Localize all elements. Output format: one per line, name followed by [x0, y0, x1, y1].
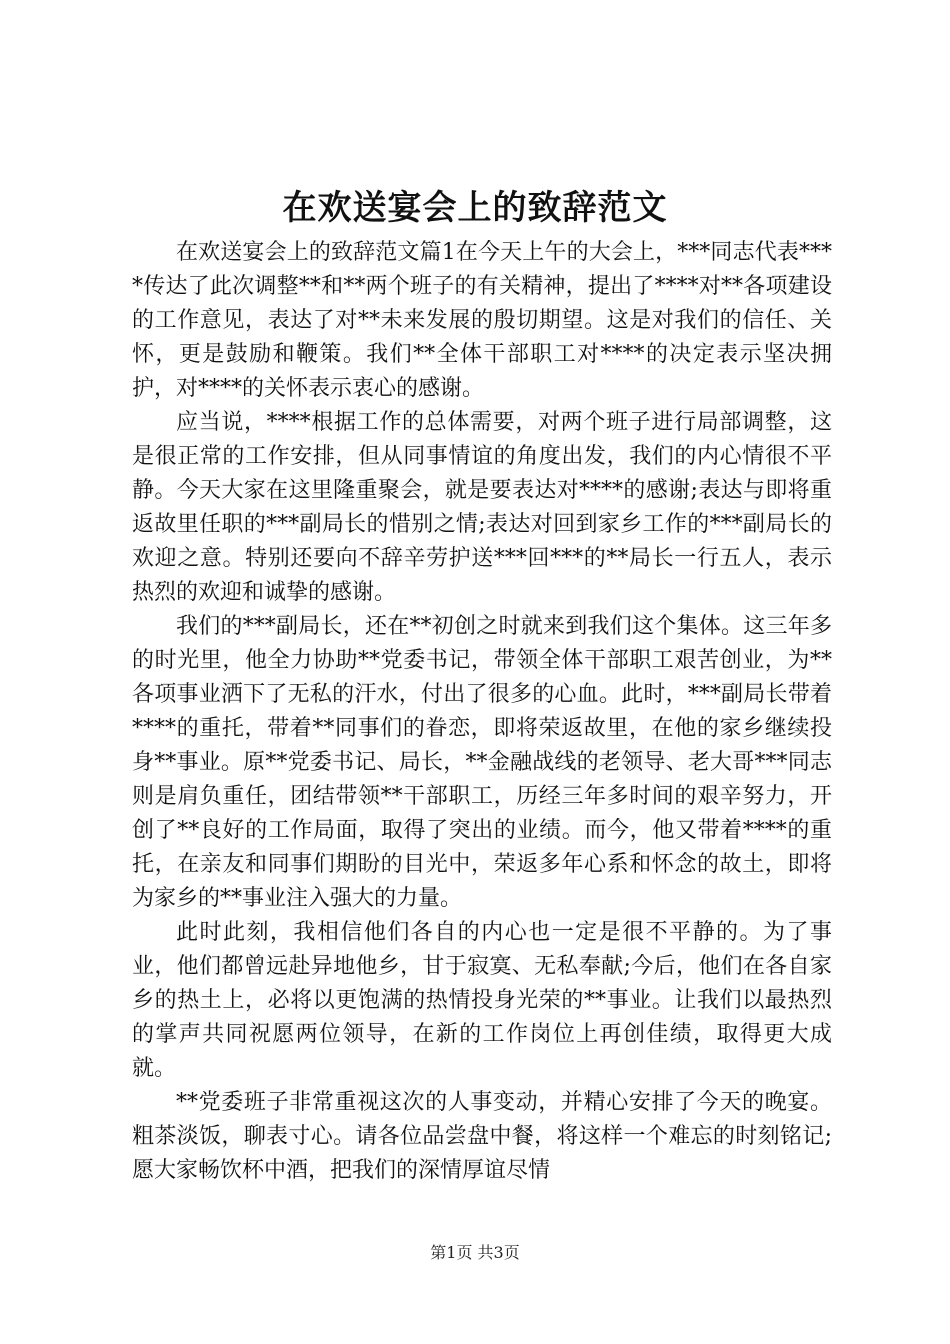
document-body [132, 236, 832, 1188]
paragraph: 在欢送宴会上的致辞范文篇1在今天上午的大会上，***同志代表****传达了此次调整**和**两个班子的有关精神，提出了****对**各项建设的工作意见，表达了对**未来发展的殷切期望。这是对我们的信任、关怀，更是鼓励和鞭策。我们**全体干部职工对****的决定表示坚决拥护，对****的关怀表示衷心的感谢。 [132, 240, 832, 401]
paragraph: **党委班子非常重视这次的人事变动，并精心安排了今天的晚宴。粗茶淡饭，聊表寸心。请各位品尝盘中餐，将这样一个难忘的时刻铭记;愿大家畅饮杯中酒，把我们的深情厚谊尽情 [132, 1090, 832, 1183]
paragraph: 此时此刻，我相信他们各自的内心也一定是很不平静的。为了事业，他们都曾远赴异地他乡，甘于寂寞、无私奉献;今后，他们在各自家乡的热土上，必将以更饱满的热情投身光荣的**事业。让我们以最热烈的掌声共同祝愿两位领导，在新的工作岗位上再创佳绩，取得更大成就。 [132, 920, 832, 1081]
paragraph: 应当说，****根据工作的总体需要，对两个班子进行局部调整，这是很正常的工作安排，但从同事情谊的角度出发，我们的内心情很不平静。今天大家在这里隆重聚会，就是要表达对****的感谢;表达与即将重返故里任职的***副局长的惜别之情;表达对回到家乡工作的***副局长的欢迎之意。特别还要向不辞辛劳护送***回***的**局长一行五人，表示热烈的欢迎和诚挚的感谢。 [132, 410, 832, 605]
page-number-footer: 第1页 共3页 [430, 1243, 520, 1262]
document-title: 在欢送宴会上的致辞范文 [282, 188, 668, 228]
paragraph: 我们的***副局长，还在**初创之时就来到我们这个集体。这三年多的时光里，他全力协助**党委书记，带领全体干部职工艰苦创业，为**各项事业洒下了无私的汗水，付出了很多的心血。此时，***副局长带着****的重托，带着**同事们的眷恋，即将荣返故里，在他的家乡继续投身**事业。原**党委书记、局长，**金融战线的老领导、老大哥***同志则是肩负重任，团结带领**干部职工，历经三年多时间的艰辛努力，开创了**良好的工作局面，取得了突出的业绩。而今，他又带着****的重托，在亲友和同事们期盼的目光中，荣返多年心系和怀念的故土，即将为家乡的**事业注入强大的力量。 [132, 614, 832, 911]
